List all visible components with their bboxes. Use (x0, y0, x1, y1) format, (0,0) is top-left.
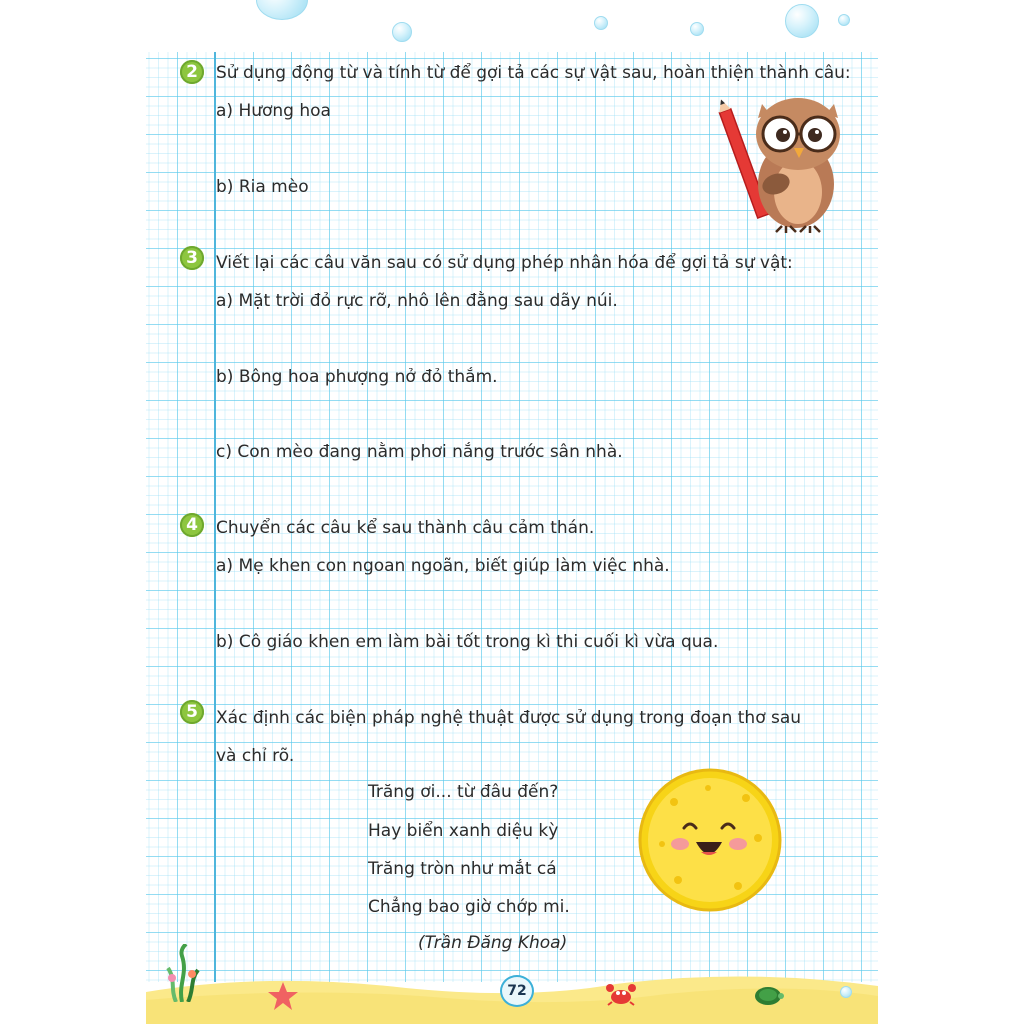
seaweed-icon (162, 944, 204, 1002)
exercise-number-badge: 4 (180, 513, 204, 537)
exercise-number-badge: 5 (180, 700, 204, 724)
exercise-item: b) Bông hoa phượng nở đỏ thắm. (216, 367, 498, 387)
bubble-icon (594, 16, 608, 30)
poem-line: Hay biển xanh diệu kỳ (368, 821, 559, 841)
bubble-icon (838, 14, 850, 26)
bubble-icon (690, 22, 704, 36)
turtle-icon (752, 984, 784, 1006)
exercise-prompt: Chuyển các câu kể sau thành câu cảm thán. (216, 518, 595, 538)
exercise-prompt: Viết lại các câu văn sau có sử dụng phép nhân hóa để gợi tả sự vật: (216, 253, 793, 273)
exercise-item: c) Con mèo đang nằm phơi nắng trước sân nhà. (216, 442, 623, 462)
page-number: 72 (500, 975, 534, 1007)
poem-author: (Trần Đăng Khoa) (418, 933, 568, 953)
starfish-icon (268, 982, 298, 1010)
exercise-item: b) Ria mèo (216, 177, 309, 197)
exercise-number-badge: 2 (180, 60, 204, 84)
owl-with-pencil-icon (718, 92, 842, 234)
poem-line: Chẳng bao giờ chớp mi. (368, 897, 570, 917)
poem-line: Trăng tròn như mắt cá (368, 859, 557, 879)
bubble-icon (392, 22, 412, 42)
bubble-icon (785, 4, 819, 38)
poem-line: Trăng ơi... từ đâu đến? (368, 782, 559, 802)
exercise-item: b) Cô giáo khen em làm bài tốt trong kì thi cuối kì vừa qua. (216, 632, 719, 652)
smiling-moon-icon (638, 768, 782, 912)
crab-icon (606, 982, 636, 1006)
exercise-prompt: và chỉ rõ. (216, 746, 295, 766)
exercise-item: a) Mẹ khen con ngoan ngoãn, biết giúp làm việc nhà. (216, 556, 670, 576)
exercise-prompt: Xác định các biện pháp nghệ thuật được sử dụng trong đoạn thơ sau (216, 708, 802, 728)
exercise-item: a) Mặt trời đỏ rực rỡ, nhô lên đằng sau dãy núi. (216, 291, 618, 311)
bubble-icon (256, 0, 308, 20)
exercise-item: a) Hương hoa (216, 101, 331, 121)
exercise-prompt: Sử dụng động từ và tính từ để gợi tả các sự vật sau, hoàn thiện thành câu: (216, 63, 851, 83)
exercise-number-badge: 3 (180, 246, 204, 270)
bubble-icon (840, 986, 852, 998)
